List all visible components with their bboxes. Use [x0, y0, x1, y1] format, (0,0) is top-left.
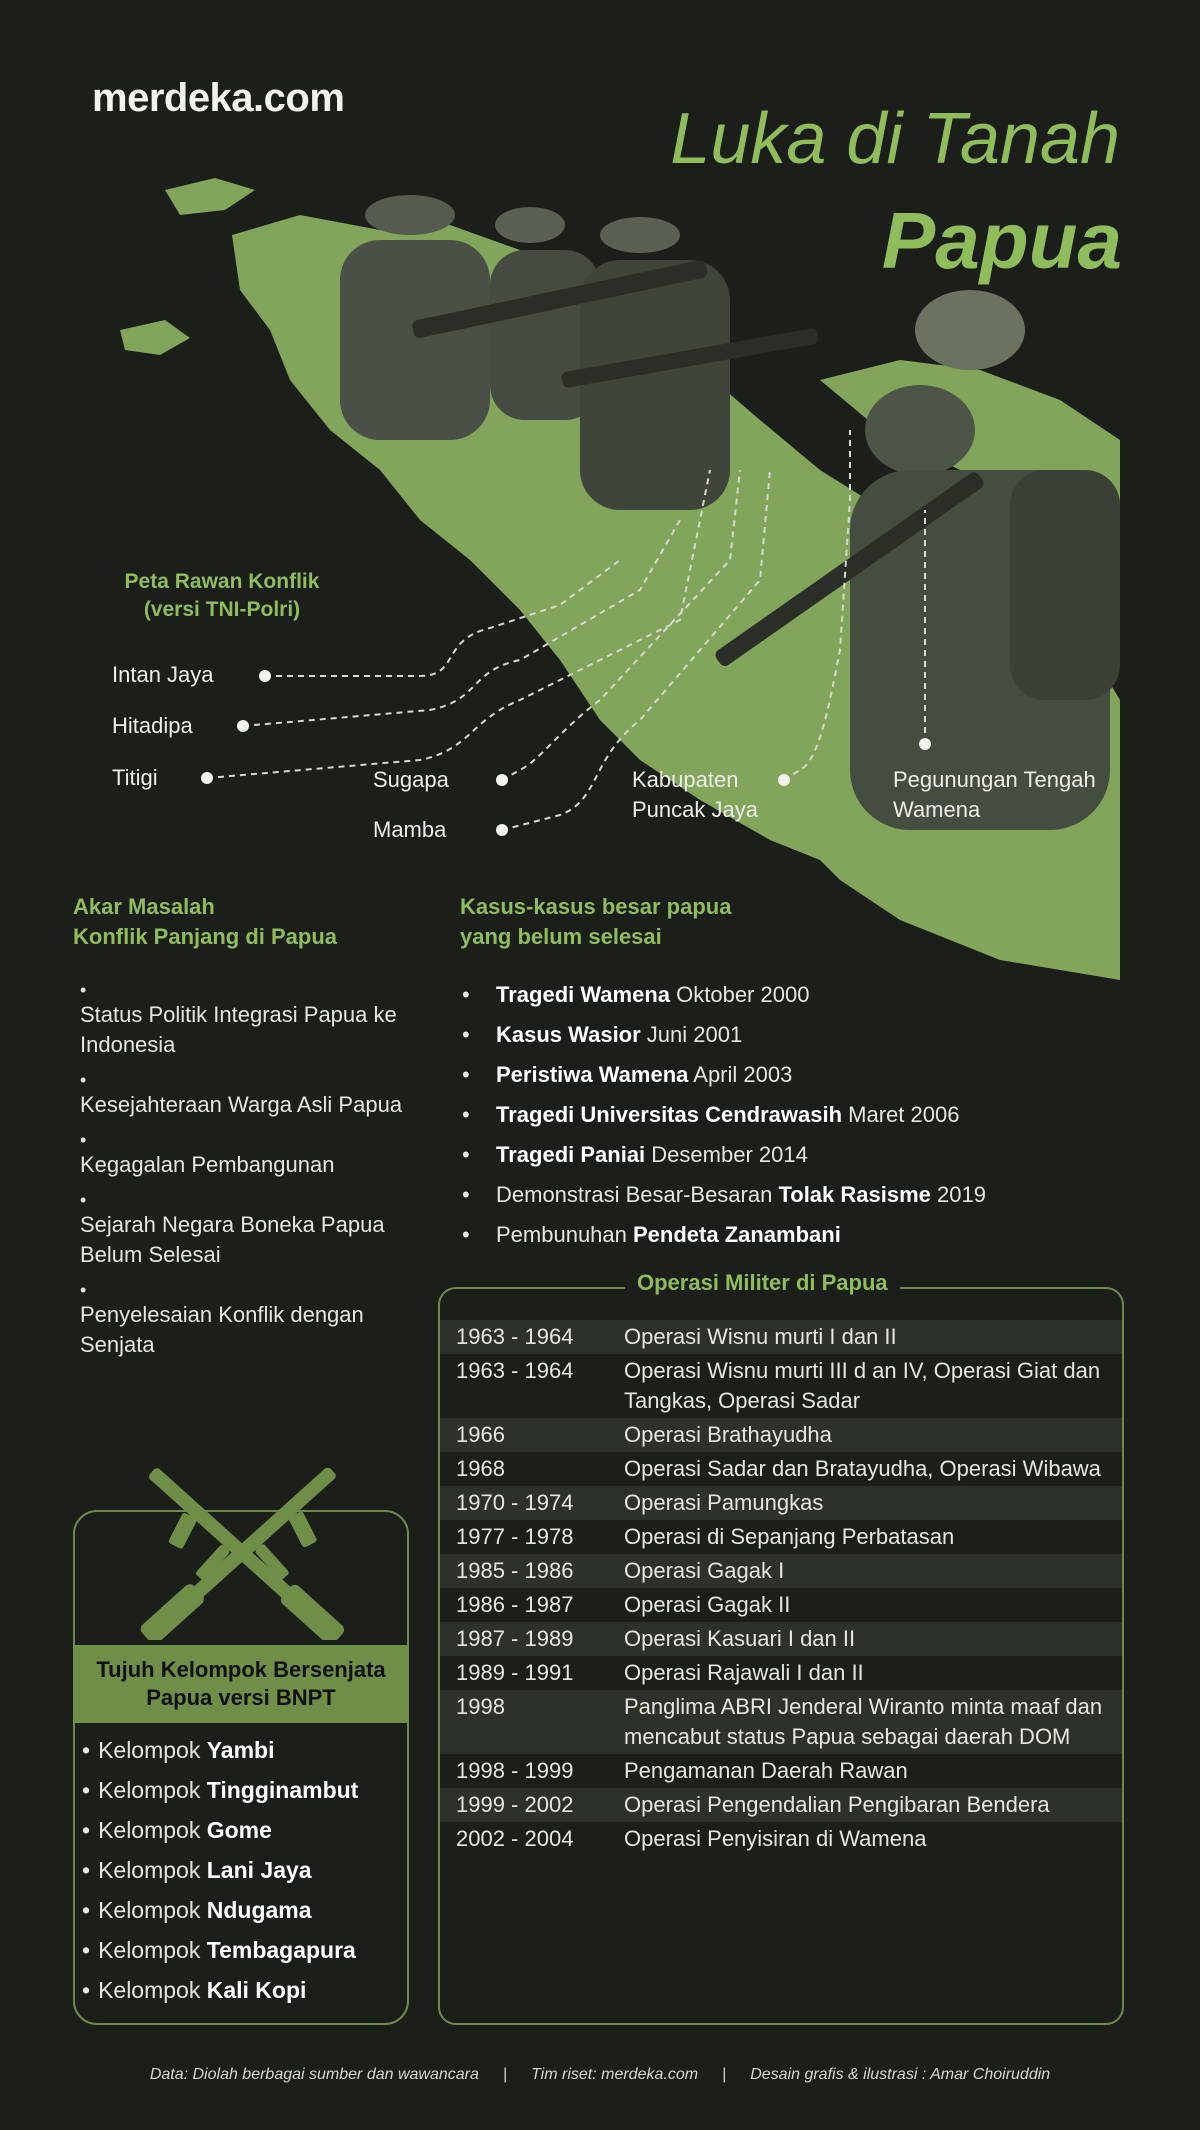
location-mamba: Mamba — [373, 817, 447, 842]
bnpt-prefix: Kelompok — [98, 1817, 201, 1843]
kasus-bold: Peristiwa Wamena — [496, 1062, 689, 1087]
operasi-year: 2002 - 2004 — [456, 1826, 574, 1851]
list-item — [82, 1930, 358, 1970]
table-row — [440, 1754, 1122, 1788]
operasi-year: 1989 - 1991 — [456, 1660, 574, 1685]
table-row — [440, 1452, 1122, 1486]
bnpt-prefix: Kelompok — [98, 1737, 201, 1763]
map-title-line1: Peta Rawan Konflik — [124, 570, 320, 593]
bnpt-prefix: Kelompok — [98, 1777, 201, 1803]
list-item — [82, 1810, 358, 1850]
bnpt-prefix: Kelompok — [98, 1897, 201, 1923]
list-item — [460, 1015, 1140, 1055]
kasus-list — [460, 975, 1140, 1255]
kasus-bold: Kasus Wasior — [496, 1022, 641, 1047]
bnpt-group-name: Tingginambut — [206, 1777, 359, 1803]
location-intan-jaya: Intan Jaya — [112, 662, 214, 687]
list-item: • Penyelesaian Konflik dengan Senjata — [80, 1280, 410, 1360]
location-hitadipa: Hitadipa — [112, 713, 193, 738]
map-section-title — [92, 568, 352, 624]
bnpt-prefix: Kelompok — [98, 1937, 201, 1963]
kasus-text: Demonstrasi Besar-Besaran — [496, 1182, 779, 1207]
operasi-year: 1968 — [456, 1456, 505, 1481]
operasi-description: Operasi Rajawali I dan II — [624, 1660, 864, 1685]
list-item — [460, 1215, 1140, 1255]
location-sugapa: Sugapa — [373, 767, 449, 792]
table-row — [440, 1622, 1122, 1656]
bnpt-group-name: Lani Jaya — [206, 1857, 312, 1883]
bnpt-header — [73, 1645, 409, 1723]
list-item: • Status Politik Integrasi Papua ke Indonesia — [80, 980, 410, 1060]
operasi-description: Operasi Wisnu murti I dan II — [624, 1324, 897, 1349]
table-row — [440, 1554, 1122, 1588]
operasi-year: 1963 - 1964 — [456, 1324, 574, 1349]
location-titigi: Titigi — [112, 765, 158, 790]
operasi-year: 1998 - 1999 — [456, 1758, 574, 1783]
table-row — [440, 1486, 1122, 1520]
kasus-text: 2019 — [930, 1182, 986, 1207]
footer-credits — [0, 2066, 1200, 2084]
operasi-table — [440, 1320, 1122, 1856]
kasus-text: Juni 2001 — [640, 1022, 743, 1047]
kasus-text: Desember 2014 — [645, 1142, 808, 1167]
bnpt-group-name: Yambi — [206, 1737, 275, 1763]
operasi-year: 1970 - 1974 — [456, 1490, 574, 1515]
operasi-title: Operasi Militer di Papua — [625, 1270, 900, 1296]
table-row — [440, 1656, 1122, 1690]
bnpt-group-name: Kali Kopi — [206, 1977, 307, 2003]
operasi-description: Pengamanan Daerah Rawan — [624, 1758, 908, 1783]
operasi-description: Panglima ABRI Jenderal Wiranto minta maaf dan mencabut status Papua sebagai daerah DOM — [624, 1694, 1103, 1749]
operasi-description: Operasi Kasuari I dan II — [624, 1626, 856, 1651]
bnpt-group-name: Gome — [206, 1817, 272, 1843]
footer-separator: | — [722, 2066, 727, 2083]
operasi-year: 1998 — [456, 1694, 505, 1719]
table-row — [440, 1822, 1122, 1856]
list-item — [82, 1770, 358, 1810]
operasi-description: Operasi Wisnu murti III d an IV, Operasi Giat dan Tangkas, Operasi Sadar — [624, 1358, 1101, 1413]
operasi-description: Operasi Gagak II — [624, 1592, 791, 1617]
operasi-description: Operasi Pamungkas — [624, 1490, 824, 1515]
bnpt-title-line2: Papua versi BNPT — [146, 1685, 336, 1710]
bnpt-prefix: Kelompok — [98, 1857, 201, 1883]
akar-title-line1: Akar Masalah — [73, 894, 215, 919]
operasi-description: Operasi Penyisiran di Wamena — [624, 1826, 927, 1851]
kasus-bold: Pendeta Zanambani — [633, 1222, 841, 1247]
list-item — [460, 1095, 1140, 1135]
list-item: • Kegagalan Pembangunan — [80, 1130, 410, 1180]
kasus-title-line1: Kasus-kasus besar papua — [460, 894, 732, 919]
operasi-year: 1966 — [456, 1422, 505, 1447]
list-item — [460, 1175, 1140, 1215]
page-title-line2: Papua — [881, 196, 1122, 285]
operasi-year: 1963 - 1964 — [456, 1358, 574, 1383]
list-item: • Kesejahteraan Warga Asli Papua — [80, 1070, 410, 1120]
page-title-line1: Luka di Tanah — [670, 99, 1120, 179]
list-item: • Sejarah Negara Boneka Papua Belum Selesai — [80, 1190, 410, 1270]
kasus-text: Maret 2006 — [842, 1102, 960, 1127]
operasi-year: 1986 - 1987 — [456, 1592, 574, 1617]
location-puncak-jaya: Kabupaten Puncak Jaya — [632, 767, 758, 822]
akar-section-title — [73, 892, 337, 952]
crossed-rifles-icon — [110, 1468, 375, 1640]
footer-data-source: Data: Diolah berbagai sumber dan wawancara — [149, 2066, 479, 2083]
kasus-text: April 2003 — [688, 1062, 793, 1087]
table-row — [440, 1320, 1122, 1354]
kasus-bold: Tragedi Paniai — [496, 1142, 646, 1167]
operasi-description: Operasi Gagak I — [624, 1558, 785, 1583]
list-item — [82, 1850, 358, 1890]
operasi-year: 1987 - 1989 — [456, 1626, 574, 1651]
table-row — [440, 1588, 1122, 1622]
akar-list — [80, 980, 410, 1370]
location-pegunungan-tengah-wamena: Pegunungan Tengah Wamena — [893, 767, 1096, 822]
akar-title-line2: Konflik Panjang di Papua — [73, 924, 338, 949]
bnpt-list — [82, 1730, 358, 2010]
list-item — [82, 1890, 358, 1930]
merdeka-logo[interactable]: merdeka.com — [92, 76, 345, 120]
list-item — [82, 1970, 358, 2010]
list-item — [460, 1135, 1140, 1175]
operasi-year: 1985 - 1986 — [456, 1558, 574, 1583]
footer-research-team: Tim riset: merdeka.com — [531, 2066, 699, 2083]
bnpt-title-line1: Tujuh Kelompok Bersenjata — [96, 1657, 386, 1682]
table-row — [440, 1354, 1122, 1418]
table-row — [440, 1418, 1122, 1452]
bnpt-prefix: Kelompok — [98, 1977, 201, 2003]
kasus-text: Pembunuhan — [496, 1222, 633, 1247]
footer-design-credit: Desain grafis & ilustrasi : Amar Choiruddin — [750, 2066, 1051, 2083]
operasi-description: Operasi Brathayudha — [624, 1422, 832, 1447]
kasus-text: Oktober 2000 — [670, 982, 810, 1007]
kasus-bold: Tragedi Universitas Cendrawasih — [496, 1102, 843, 1127]
table-row — [440, 1788, 1122, 1822]
table-row — [440, 1690, 1122, 1754]
footer-separator: | — [502, 2066, 508, 2083]
kasus-bold: Tolak Rasisme — [778, 1182, 931, 1207]
operasi-year: 1977 - 1978 — [456, 1524, 574, 1549]
list-item — [460, 1055, 1140, 1095]
map-title-line2: (versi TNI-Polri) — [143, 598, 301, 621]
kasus-section-title — [460, 892, 731, 952]
list-item — [82, 1730, 358, 1770]
bnpt-group-name: Tembagapura — [206, 1937, 356, 1963]
bnpt-group-name: Ndugama — [206, 1897, 312, 1923]
table-row — [440, 1520, 1122, 1554]
list-item — [460, 975, 1140, 1015]
operasi-description: Operasi Sadar dan Bratayudha, Operasi Wibawa — [624, 1456, 1101, 1481]
operasi-description: Operasi Pengendalian Pengibaran Bendera — [624, 1792, 1050, 1817]
kasus-title-line2: yang belum selesai — [460, 924, 662, 949]
operasi-description: Operasi di Sepanjang Perbatasan — [624, 1524, 955, 1549]
operasi-year: 1999 - 2002 — [456, 1792, 574, 1817]
kasus-bold: Tragedi Wamena — [496, 982, 671, 1007]
